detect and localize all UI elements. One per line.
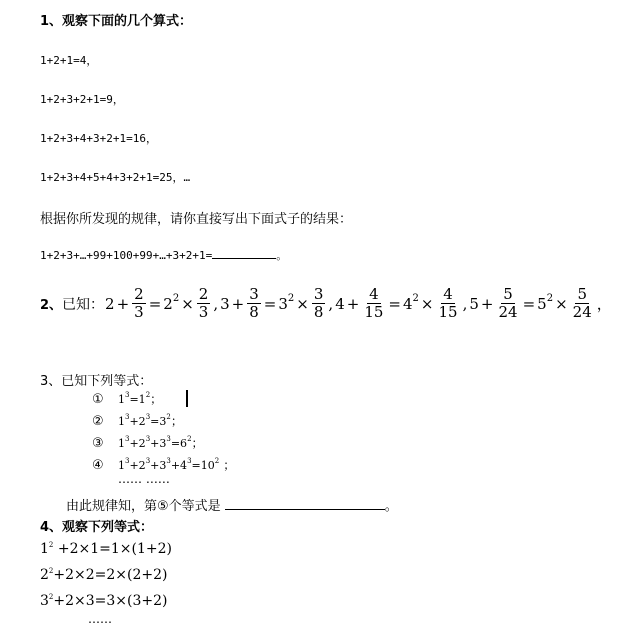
q2-t1-frac-a: $\frac{2}{3}$ xyxy=(134,285,144,321)
q1-line-4: 1+2+3+4+5+4+3+2+1=25，… xyxy=(40,171,191,184)
q3-item-2: ② $1^3+2^3=3^2$ ； xyxy=(92,413,183,429)
text-cursor xyxy=(186,390,188,407)
q2-times: × xyxy=(181,294,194,313)
q2-plus: + xyxy=(480,294,494,313)
q2-times: × xyxy=(296,294,309,313)
q1-question-end: 。 xyxy=(276,249,288,262)
q2-equation xyxy=(40,286,613,321)
q2-times: × xyxy=(555,294,568,313)
q1-line-1: 1+2+1=4， xyxy=(40,54,98,67)
q2-intro: 已知： xyxy=(62,296,105,313)
q2-t4-frac-b: $\frac{5}{24}$ xyxy=(572,285,592,321)
q3-dots: …… …… xyxy=(118,472,170,486)
q2-plus: + xyxy=(116,294,130,313)
q2-comma: , xyxy=(213,294,219,313)
q3-item-1: ① $1^3=1^2$ ； xyxy=(92,391,163,407)
q2-plus: + xyxy=(231,294,245,313)
q4-line-1: $1^2 +2\times 1=1\times(1+2)$ xyxy=(40,541,172,557)
q2-equals: = xyxy=(522,294,536,313)
q3-title: 3、已知下列等式： xyxy=(40,374,153,389)
q1-answer-blank[interactable] xyxy=(212,248,276,259)
q3-conclusion: 由此规律知，第⑤个等式是 。 xyxy=(66,499,398,514)
q1-line-2: 1+2+3+2+1=9， xyxy=(40,93,124,106)
q2-t2-int: 3 xyxy=(220,294,230,313)
q2-t3-power: $4^2$ xyxy=(403,292,419,313)
q2-t2-frac-a: $\frac{3}{8}$ xyxy=(249,285,259,321)
q2-equals: = xyxy=(388,294,401,313)
q2-t3-int: 4 xyxy=(335,294,345,313)
q3-item-4: ④ $1^3+2^3+3^3+4^3=10^2$ ； xyxy=(92,457,236,473)
q1-title: 1、观察下面的几个算式： xyxy=(40,14,193,29)
q4-line-3: $3^2+2\times 3=3\times(3+2)$ xyxy=(40,593,168,609)
q3-answer-blank[interactable] xyxy=(225,497,385,510)
q1-prompt: 根据你所发现的规律，请你直接写出下面式子的结果： xyxy=(40,212,353,227)
q2-t4-frac-a: $\frac{5}{24}$ xyxy=(498,285,518,321)
q2-t3-frac-a: $\frac{4}{15}$ xyxy=(364,285,384,321)
q3-item-3: ③ $1^3+2^3+3^3=6^2$ ； xyxy=(92,435,204,451)
q1-question-text: 1+2+3+…+99+100+99+…+3+2+1= xyxy=(40,249,213,262)
q4-line-2: $2^2+2\times 2=2\times(2+2)$ xyxy=(40,567,168,583)
q4-dots: …… xyxy=(88,612,112,626)
q2-comma: , xyxy=(328,294,334,313)
q4-title: 4、观察下列等式： xyxy=(40,520,154,535)
q2-t4-int: 5 xyxy=(469,294,479,313)
q1-question xyxy=(40,247,287,263)
q2-equals: = xyxy=(148,294,162,313)
q2-label: 2、 xyxy=(40,298,63,313)
q2-t3-frac-b: $\frac{4}{15}$ xyxy=(438,285,458,321)
q2-t2-power: $3^2$ xyxy=(278,292,295,313)
q2-t4-power: $5^2$ xyxy=(537,292,554,313)
q2-t1-int: 2 xyxy=(105,294,115,313)
q2-end-comma: ， xyxy=(596,295,612,313)
q2-equals: = xyxy=(263,294,277,313)
q2-t1-frac-b: $\frac{2}{3}$ xyxy=(198,285,209,321)
q2-times: × xyxy=(420,294,434,313)
q2-comma: , xyxy=(462,294,468,313)
q2-plus: + xyxy=(346,294,360,313)
q2-t2-frac-b: $\frac{3}{8}$ xyxy=(313,285,324,321)
q1-line-3: 1+2+3+4+3+2+1=16， xyxy=(40,132,157,145)
q2-t1-power: $2^2$ xyxy=(163,292,180,313)
